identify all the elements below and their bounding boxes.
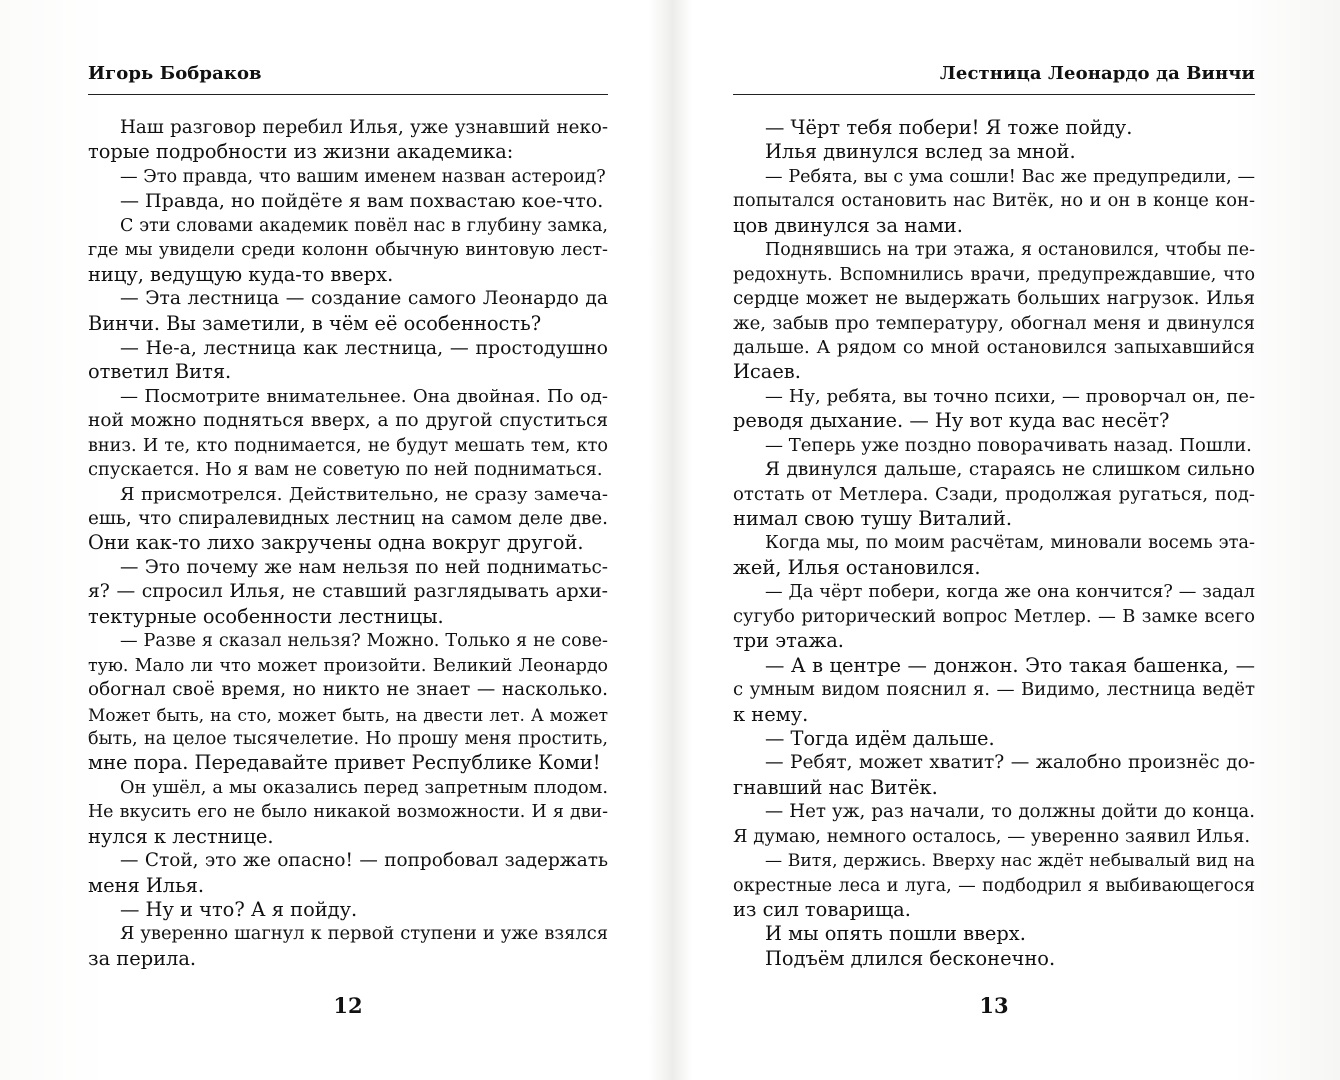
text-line: гнавший нас Витёк. <box>733 775 938 799</box>
text-line: цов двинулся за нами. <box>733 213 963 237</box>
text-line: из сил товарища. <box>733 898 911 921</box>
text-line: спускается. Но я вам не советую по ней подниматься. <box>88 459 603 481</box>
text-line: Наш разговор перебил Илья, уже узнавший неко- <box>120 117 608 138</box>
right-body-text <box>733 116 1255 971</box>
text-line: — Не-а, лестница как лестница, — простодушно <box>120 336 608 359</box>
text-line: Они как-то лихо закручены одна вокруг другой. <box>88 531 584 555</box>
text-line: вниз. И те, кто поднимается, не будут мешать тем, кто <box>88 435 608 456</box>
text-line: ницу, ведущую куда-то вверх. <box>88 262 394 286</box>
text-line: Винчи. Вы заметили, в чём её особенность? <box>88 311 542 335</box>
right-running-head <box>733 62 1255 95</box>
text-line: торые подробности из жизни академика: <box>88 140 514 164</box>
text-line: Поднявшись на три этажа, я остановился, чтобы пе- <box>765 240 1255 261</box>
text-line: реводя дыхание. — Ну вот куда вас несёт? <box>733 409 1170 433</box>
left-page <box>88 0 608 1080</box>
text-line: Я присмотрелся. Действительно, не сразу замеча- <box>120 483 608 505</box>
text-line: — Разве я сказал нельзя? Можно. Только я не сове- <box>120 631 608 652</box>
text-line: тектурные особенности лестницы. <box>88 604 444 628</box>
text-line: дальше. А рядом со мной остановился запыхавшийся <box>733 336 1255 358</box>
text-line: — Эта лестница — создание самого Леонардо да <box>120 288 608 310</box>
text-line: ешь, что спиралевидных лестниц на самом деле две. <box>88 508 608 529</box>
text-line: нимал свою тушу Виталий. <box>733 507 1012 530</box>
book-gutter <box>648 0 692 1080</box>
text-line: Подъём длился бесконечно. <box>765 946 1056 970</box>
left-running-head <box>88 62 608 95</box>
text-line: — Тогда идём дальше. <box>765 726 995 750</box>
right-page-number: 13 <box>979 993 1009 1018</box>
text-line: — Витя, держись. Вверху нас ждёт небывалый вид на <box>765 851 1255 872</box>
text-line: — Ребят, может хватит? — жалобно произнёс до- <box>765 752 1255 774</box>
text-line: — Это почему же нам нельзя по ней подниматьс- <box>120 556 608 578</box>
text-line: Когда мы, по моим расчётам, миновали восемь эта- <box>765 533 1255 554</box>
left-body-text <box>88 116 608 971</box>
text-line: за перила. <box>88 946 197 970</box>
text-line: меня Илья. <box>88 873 205 897</box>
text-line: И мы опять пошли вверх. <box>765 922 1026 946</box>
text-line: ной можно подняться вверх, а по другой спуститься <box>88 410 608 432</box>
text-line: где мы увидели среди колонн обычную винтовую лест- <box>88 240 608 261</box>
text-line: — Теперь уже поздно поворачивать назад. Пошли. <box>765 434 1252 456</box>
text-line: — Ребята, вы с ума сошли! Вас же предупредили, — <box>765 166 1255 187</box>
text-line: ответил Витя. <box>88 360 232 384</box>
text-line: мне пора. Передавайте привет Республике Коми! <box>88 751 601 775</box>
right-page <box>733 0 1255 1080</box>
text-line: — Чёрт тебя побери! Я тоже пойду. <box>765 116 1133 139</box>
text-line: Илья двинулся вслед за мной. <box>765 140 1076 164</box>
text-line: Я думаю, немного осталось, — уверенно заявил Илья. <box>733 825 1251 847</box>
text-line: сердце может не выдержать больших нагрузок. Илья <box>733 288 1255 310</box>
right-running-head-text: Лестница Леонардо да Винчи <box>939 63 1255 84</box>
text-line: же, забыв про температуру, обогнал меня и двинулся <box>733 312 1255 334</box>
text-line: с умным видом пояснил я. — Видимо, лестница ведёт <box>733 679 1255 701</box>
text-line: окрестные леса и луга, — подбодрил я выбивающегося <box>733 875 1255 896</box>
text-line: — Это правда, что вашим именем назван астероид? <box>120 166 606 187</box>
text-line: — Нет уж, раз начали, то должны дойти до конца. <box>765 801 1255 823</box>
text-line: жей, Илья остановился. <box>733 555 981 579</box>
text-line: — Да чёрт побери, когда же она кончится? — задал <box>765 582 1255 603</box>
text-line: Я двинулся дальше, стараясь не слишком сильно <box>765 459 1255 481</box>
text-line: к нему. <box>733 702 809 726</box>
text-line: редохнуть. Вспомнились врачи, предупреждавшие, что <box>733 264 1255 285</box>
text-line: — Стой, это же опасно! — попробовал задержать <box>120 850 608 872</box>
text-line: отстать от Метлера. Сзади, продолжая ругаться, под- <box>733 483 1255 505</box>
text-line: С эти словами академик повёл нас в глубину замка, <box>120 215 608 236</box>
left-running-head-text: Игорь Бобраков <box>88 63 262 84</box>
text-line: — Посмотрите внимательнее. Она двойная. По од- <box>120 385 608 407</box>
left-page-number: 12 <box>333 993 363 1018</box>
text-line: Он ушёл, а мы оказались перед запретным плодом. <box>120 777 608 798</box>
text-line: обогнал своё время, но никто не знает — насколько. <box>88 679 608 701</box>
text-line: три этажа. <box>733 629 844 653</box>
text-line: — Ну, ребята, вы точно психи, — проворчал он, пе- <box>765 385 1255 407</box>
text-line: сугубо риторический вопрос Метлер. — В замке всего <box>733 605 1255 627</box>
text-line: Я уверенно шагнул к первой ступени и уже взялся <box>120 923 608 945</box>
text-line: — Правда, но пойдёте я вам похвастаю кое-что. <box>120 190 604 213</box>
text-line: Исаев. <box>733 360 801 384</box>
text-line: нулся к лестнице. <box>88 824 274 848</box>
text-line: тую. Мало ли что может произойти. Великий Леонардо <box>88 655 608 676</box>
text-line: попытался остановить нас Витёк, но и он в конце кон- <box>733 190 1255 212</box>
text-line: я? — спросил Илья, не ставший разглядывать архи- <box>88 581 608 603</box>
text-line: — Ну и что? А я пойду. <box>120 898 358 921</box>
text-line: Не вкусить его не было никакой возможности. И я дви- <box>88 802 608 823</box>
text-line: быть, на целое тысячелетие. Но прошу меня простить, <box>88 728 608 749</box>
text-line: — А в центре — донжон. Это такая башенка, — <box>765 653 1255 677</box>
text-line: Может быть, на сто, может быть, на двести лет. А может <box>88 704 608 725</box>
